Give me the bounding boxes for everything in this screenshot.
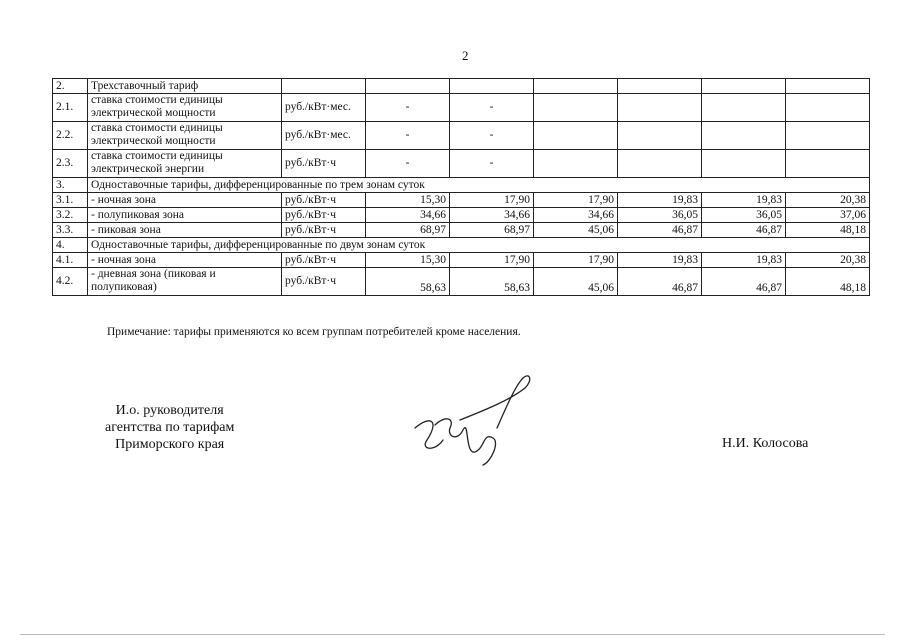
section-title-cell: Одноставочные тарифы, дифференцированные по трем зонам суток [88, 178, 870, 193]
value-cell: 19,83 [702, 193, 786, 208]
unit-cell: руб./кВт·мес. [282, 122, 366, 150]
table-row [53, 208, 870, 223]
value-cell: 48,18 [786, 223, 870, 238]
value-cell [534, 150, 618, 178]
value-cell: 58,63 [450, 268, 534, 296]
unit-cell: руб./кВт·мес. [282, 94, 366, 122]
value-cell: 45,06 [534, 268, 618, 296]
row-number-cell: 3.1. [53, 193, 88, 208]
row-name-cell: Трехставочный тариф [88, 79, 282, 94]
table-row [53, 94, 870, 122]
signer-title-line3: Приморского края [115, 437, 225, 452]
table-row [53, 223, 870, 238]
value-cell [534, 94, 618, 122]
value-cell: 15,30 [366, 253, 450, 268]
value-cell [366, 79, 450, 94]
value-cell: 19,83 [618, 253, 702, 268]
note-text: Примечание: тарифы применяются ко всем группам потребителей кроме населения. [107, 326, 521, 338]
row-number-cell: 4.2. [53, 268, 88, 296]
row-name-cell: - ночная зона [88, 253, 282, 268]
table-row [53, 253, 870, 268]
tariff-table [52, 78, 870, 296]
row-name-cell: - пиковая зона [88, 223, 282, 238]
value-cell: 20,38 [786, 253, 870, 268]
table-row [53, 178, 870, 193]
value-cell [534, 79, 618, 94]
handwritten-signature [405, 370, 545, 470]
row-number-cell: 3.2. [53, 208, 88, 223]
value-cell [786, 150, 870, 178]
unit-cell: руб./кВт·ч [282, 223, 366, 238]
row-name-cell: - полупиковая зона [88, 208, 282, 223]
row-name-cell: ставка стоимости единицы электрической энергии [88, 150, 282, 178]
unit-cell: руб./кВт·ч [282, 253, 366, 268]
value-cell: 46,87 [618, 223, 702, 238]
value-cell [786, 79, 870, 94]
section-title-cell: Одноставочные тарифы, дифференцированные по двум зонам суток [88, 238, 870, 253]
value-cell: - [366, 150, 450, 178]
table-row [53, 122, 870, 150]
unit-cell: руб./кВт·ч [282, 208, 366, 223]
row-name-cell: ставка стоимости единицы электрической мощности [88, 94, 282, 122]
value-cell: 20,38 [786, 193, 870, 208]
value-cell [618, 122, 702, 150]
value-cell: 17,90 [534, 253, 618, 268]
value-cell: 36,05 [702, 208, 786, 223]
signer-title-line1: И.о. руководителя [115, 403, 224, 418]
value-cell [702, 79, 786, 94]
value-cell: 68,97 [450, 223, 534, 238]
value-cell: 34,66 [450, 208, 534, 223]
value-cell: 17,90 [534, 193, 618, 208]
value-cell: 17,90 [450, 253, 534, 268]
unit-cell: руб./кВт·ч [282, 193, 366, 208]
value-cell [618, 150, 702, 178]
row-number-cell: 2. [53, 79, 88, 94]
value-cell: 68,97 [366, 223, 450, 238]
table-row [53, 150, 870, 178]
signer-title-line2: агентства по тарифам [105, 420, 235, 435]
value-cell: - [450, 122, 534, 150]
signer-block [105, 402, 234, 453]
value-cell [786, 94, 870, 122]
unit-cell [282, 79, 366, 94]
value-cell: 45,06 [534, 223, 618, 238]
value-cell: 19,83 [702, 253, 786, 268]
table-row [53, 238, 870, 253]
value-cell: - [366, 122, 450, 150]
unit-cell: руб./кВт·ч [282, 268, 366, 296]
scan-edge-line [20, 634, 885, 635]
value-cell: 17,90 [450, 193, 534, 208]
value-cell: 34,66 [534, 208, 618, 223]
row-number-cell: 3. [53, 178, 88, 193]
value-cell: - [450, 94, 534, 122]
row-name-cell: - дневная зона (пиковая и полупиковая) [88, 268, 282, 296]
value-cell: 46,87 [702, 268, 786, 296]
value-cell [702, 122, 786, 150]
value-cell [702, 150, 786, 178]
row-number-cell: 2.3. [53, 150, 88, 178]
value-cell: - [450, 150, 534, 178]
value-cell [618, 79, 702, 94]
value-cell: 46,87 [702, 223, 786, 238]
row-number-cell: 3.3. [53, 223, 88, 238]
value-cell [534, 122, 618, 150]
table-row [53, 193, 870, 208]
value-cell: 15,30 [366, 193, 450, 208]
value-cell: 34,66 [366, 208, 450, 223]
row-name-cell: ставка стоимости единицы электрической мощности [88, 122, 282, 150]
row-number-cell: 2.2. [53, 122, 88, 150]
value-cell [702, 94, 786, 122]
value-cell: 48,18 [786, 268, 870, 296]
value-cell: 46,87 [618, 268, 702, 296]
value-cell: 58,63 [366, 268, 450, 296]
value-cell: 36,05 [618, 208, 702, 223]
table-row [53, 268, 870, 296]
value-cell [618, 94, 702, 122]
row-name-cell: - ночная зона [88, 193, 282, 208]
unit-cell: руб./кВт·ч [282, 150, 366, 178]
row-number-cell: 2.1. [53, 94, 88, 122]
row-number-cell: 4. [53, 238, 88, 253]
value-cell [786, 122, 870, 150]
table-row [53, 79, 870, 94]
row-number-cell: 4.1. [53, 253, 88, 268]
value-cell: 37,06 [786, 208, 870, 223]
value-cell: 19,83 [618, 193, 702, 208]
signer-name: Н.И. Колосова [722, 436, 809, 451]
page-number: 2 [462, 48, 469, 63]
value-cell: - [366, 94, 450, 122]
value-cell [450, 79, 534, 94]
